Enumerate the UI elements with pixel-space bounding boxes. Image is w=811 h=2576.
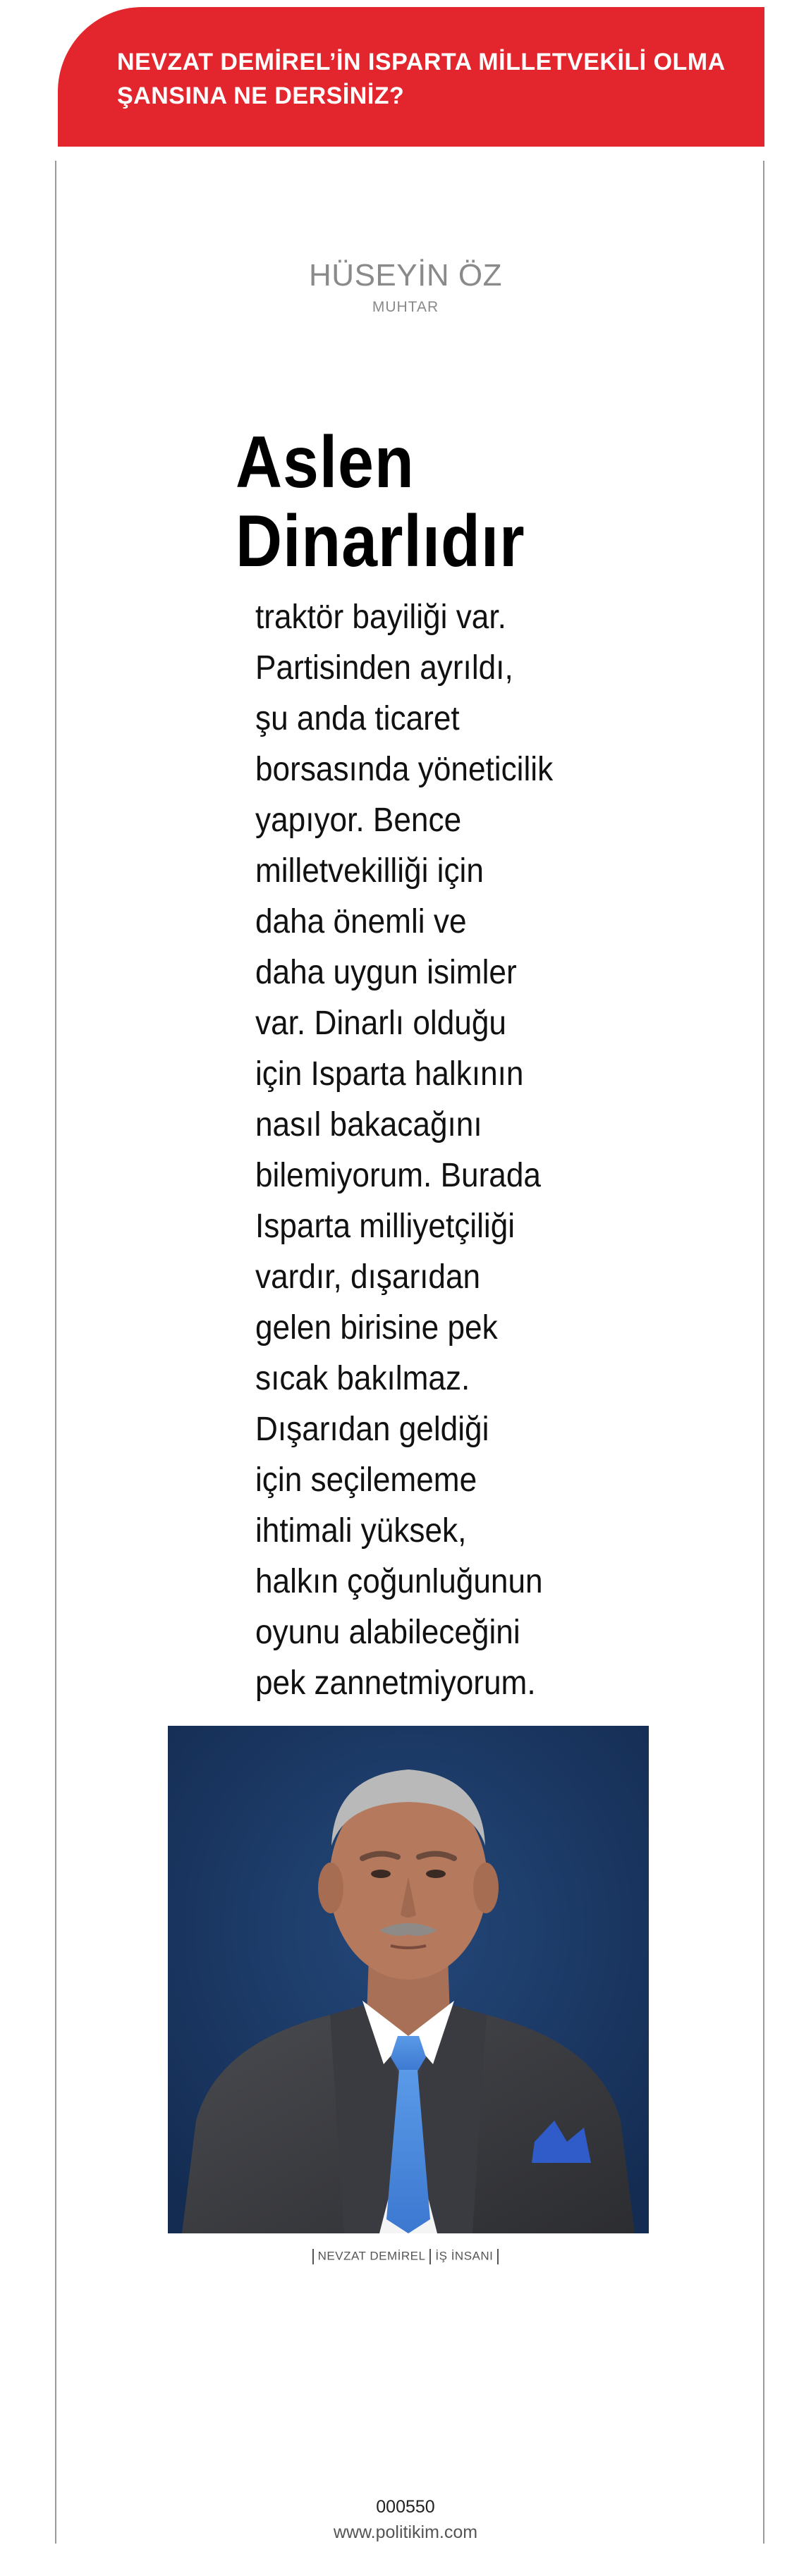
body-line: Isparta milliyetçiliği (255, 1208, 516, 1245)
caption-divider (497, 2249, 499, 2264)
article-headline (236, 423, 525, 581)
right-frame-line (763, 161, 764, 2544)
body-line: vardır, dışarıdan (255, 1258, 481, 1296)
article-body (255, 592, 592, 1709)
body-line: daha uygun isimler (255, 954, 517, 991)
caption-title: İŞ İNSANI (435, 2249, 494, 2263)
body-line: Dışarıdan geldiği (255, 1411, 489, 1448)
portrait-illustration (168, 1726, 649, 2233)
author-name: HÜSEYİN ÖZ (309, 258, 502, 293)
author-role: MUHTAR (372, 299, 439, 315)
headline-line-1: Aslen (236, 422, 415, 503)
body-line: sıcak bakılmaz. (255, 1360, 470, 1397)
body-line: borsasında yöneticilik (255, 751, 554, 788)
body-line: halkın çoğunluğunun (255, 1563, 543, 1600)
body-line: gelen birisine pek (255, 1309, 498, 1347)
left-frame-line (55, 161, 56, 2544)
body-line: daha önemli ve (255, 903, 467, 940)
website-url[interactable]: www.politikim.com (333, 2522, 478, 2542)
body-line: bilemiyorum. Burada (255, 1157, 541, 1194)
photo-caption (0, 2249, 811, 2264)
body-line: pek zannetmiyorum. (255, 1664, 536, 1702)
caption-name: NEVZAT DEMİREL (317, 2249, 426, 2263)
caption-divider (429, 2249, 431, 2264)
portrait-photo (168, 1726, 649, 2233)
body-line: için seçilememe (255, 1461, 477, 1499)
body-line: milletvekilliği için (255, 852, 484, 890)
banner-title (117, 45, 736, 113)
banner-title-line-1: NEVZAT DEMİREL’İN ISPARTA MİLLETVEKİLİ OLMA (117, 49, 726, 75)
body-line: yapıyor. Bence (255, 802, 462, 839)
banner-title-line-2: ŞANSINA NE DERSİNİZ? (117, 82, 405, 109)
body-line: var. Dinarlı olduğu (255, 1005, 506, 1042)
caption-divider (312, 2249, 314, 2264)
body-line: ihtimali yüksek, (255, 1512, 467, 1550)
body-line: oyunu alabileceğini (255, 1614, 520, 1651)
headline-line-2: Dinarlıdır (236, 501, 525, 582)
body-line: Partisinden ayrıldı, (255, 649, 513, 687)
body-line: nasıl bakacağını (255, 1106, 482, 1143)
headline-banner (58, 7, 764, 147)
body-line: traktör bayiliği var. (255, 599, 506, 636)
page-code: 000550 (376, 2497, 435, 2517)
body-line: şu anda ticaret (255, 700, 460, 737)
body-line: için Isparta halkının (255, 1055, 524, 1093)
